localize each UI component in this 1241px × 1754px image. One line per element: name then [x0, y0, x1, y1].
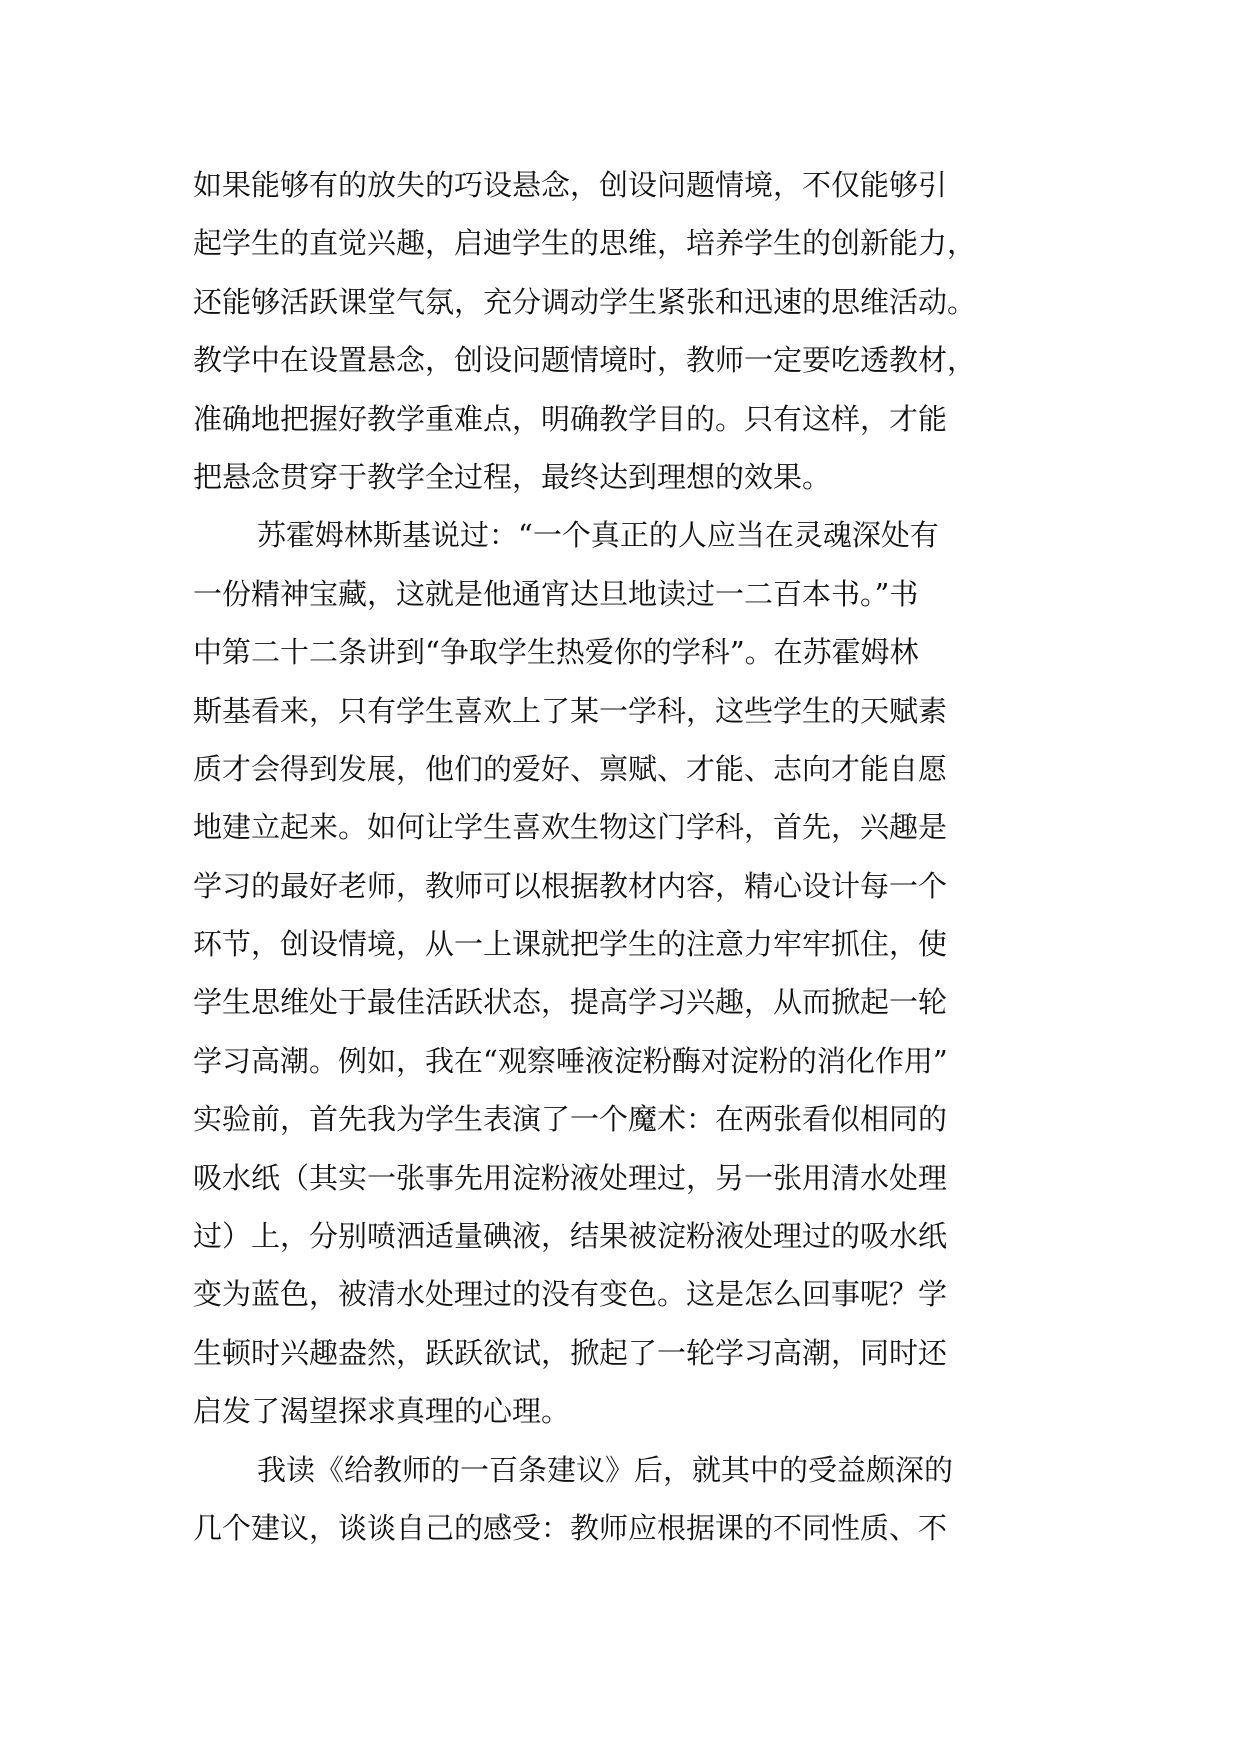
paragraph-start-line: 苏霍姆林斯基说过：“一个真正的人应当在灵魂深处有: [257, 518, 939, 553]
text-line: 学习的最好老师，教师可以根据教材内容，精心设计每一个: [193, 868, 948, 903]
text-line: 几个建议，谈谈自己的感受：教师应根据课的不同性质、不: [193, 1510, 948, 1545]
paragraph-start-line: 我读《给教师的一百条建议》后，就其中的受益颇深的: [257, 1452, 954, 1487]
text-line: 中第二十二条讲到“争取学生热爱你的学科”。在苏霍姆林: [193, 635, 919, 670]
text-line: 学生思维处于最佳活跃状态，提高学习兴趣，从而掀起一轮: [193, 985, 948, 1020]
text-line: 地建立起来。如何让学生喜欢生物这门学科，首先，兴趣是: [193, 810, 948, 845]
text-line: 学习高潮。例如，我在“观察唾液淀粉酶对淀粉的消化作用”: [193, 1043, 948, 1078]
text-line: 环节，创设情境，从一上课就把学生的注意力牢牢抓住，使: [193, 927, 948, 962]
text-line: 生顿时兴趣盎然，跃跃欲试，掀起了一轮学习高潮，同时还: [193, 1335, 948, 1370]
text-line: 实验前，首先我为学生表演了一个魔术：在两张看似相同的: [193, 1102, 948, 1137]
text-line: 吸水纸（其实一张事先用淀粉液处理过，另一张用清水处理: [193, 1160, 948, 1195]
text-line: 斯基看来，只有学生喜欢上了某一学科，这些学生的天赋素: [193, 693, 948, 728]
body-text: [193, 156, 1053, 1557]
text-line: 过）上，分别喷洒适量碘液，结果被淀粉液处理过的吸水纸: [193, 1219, 948, 1254]
text-line: 启发了渴望探求真理的心理。: [193, 1394, 571, 1429]
text-line: 还能够活跃课堂气氛，充分调动学生紧张和迅速的思维活动。: [193, 284, 977, 319]
text-line: 如果能够有的放失的巧设悬念，创设问题情境，不仅能够引: [193, 168, 948, 202]
text-line: 起学生的直觉兴趣，启迪学生的思维，培养学生的创新能力，: [193, 226, 977, 261]
text-line: 把悬念贯穿于教学全过程，最终达到理想的效果。: [193, 459, 832, 494]
text-line: 变为蓝色，被清水处理过的没有变色。这是怎么回事呢？学: [193, 1277, 948, 1312]
text-line: 一份精神宝藏，这就是他通宵达旦地读过一二百本书。”书: [193, 576, 919, 611]
text-line: 质才会得到发展，他们的爱好、禀赋、才能、志向才能自愿: [193, 751, 948, 786]
text-line: 教学中在设置悬念，创设问题情境时，教师一定要吃透教材，: [193, 343, 977, 378]
text-line: 准确地把握好教学重难点，明确教学目的。只有这样，才能: [193, 401, 948, 436]
